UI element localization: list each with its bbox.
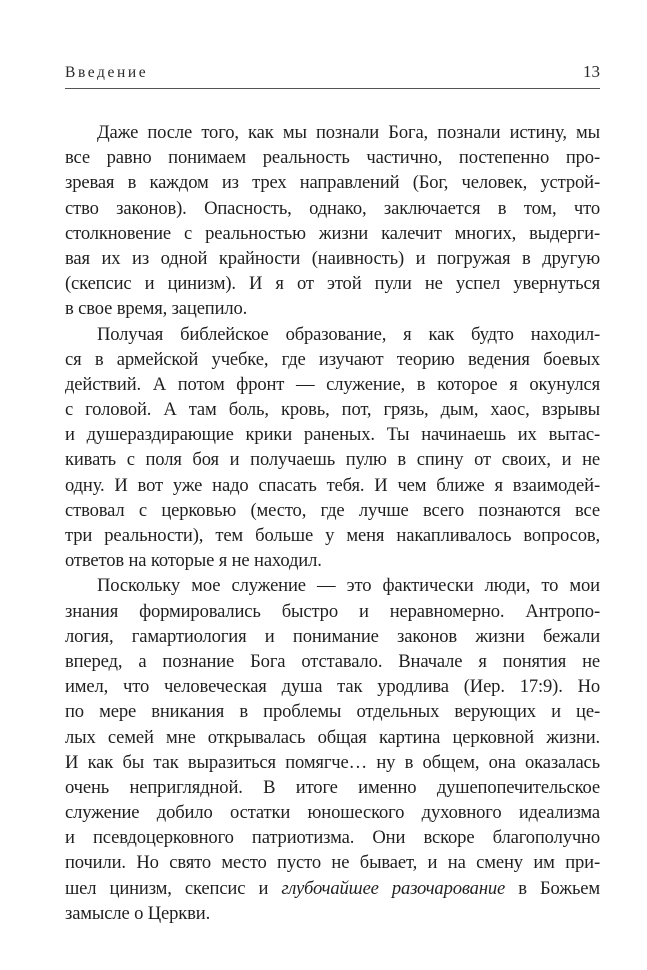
text-line: зревая в каждом из трех направлений (Бог, человек, устрой- [65,172,600,194]
text-line: И как бы так выразиться помягче… ну в общем, она оказалась [65,751,600,773]
text-run: шел цинизм, скепсис и [65,877,269,899]
emphasis-text: глубочайшее разочарование [281,877,506,899]
text-line: все равно понимаем реальность частично, постепенно про- [65,147,600,169]
paragraph-2 [65,322,600,574]
text-line: ствовал с церковью (место, где лучше всего познаются все [65,499,600,521]
text-line: по мере вникания в проблемы отдельных верующих и це- [65,701,600,723]
header-divider [65,88,600,89]
text-run: в Божьем [518,877,600,899]
text-line: Получая библейское образование, я как будто находил- [97,323,600,345]
text-line: кивать с поля боя и получаешь пулю в спину от своих, и не [65,449,600,471]
text-line: столкновение с реальностью жизни калечит многих, выдерги- [65,222,600,244]
text-line: с головой. А там боль, кровь, пот, грязь, дым, хаос, взрывы [65,399,600,421]
body-text [65,120,600,926]
text-line: вая их из одной крайности (наивность) и погружая в другую [65,247,600,269]
text-line: и душераздирающие крики раненых. Ты начинаешь их вытас- [65,424,600,446]
text-line: имел, что человеческая душа так уродлива (Иер. 17:9). Но [65,676,600,698]
running-header [65,62,600,86]
text-line: служение добило остатки юношеского духовного идеализма [65,802,600,824]
text-line: знания формировались быстро и неравномерно. Антропо- [65,600,600,622]
text-line: вперед, а познание Бога отставало. Вначале я понятия не [65,650,600,672]
page-number: 13 [583,62,600,81]
text-line: очень неприглядной. В итоге именно душепопечительское [65,776,600,798]
text-line: одну. И вот уже надо спасать тебя. И чем ближе я взаимодей- [65,474,600,496]
text-line: три реальности), тем больше у меня накапливалось вопросов, [65,525,600,546]
section-title: Введение [65,64,149,81]
text-line: логия, гамартиология и понимание законов жизни бежали [65,625,600,647]
text-line: ся в армейской учебке, где изучают теорию ведения боевых [65,348,600,370]
text-line: Поскольку мое служение — это фактически люди, то мои [97,575,600,597]
text-line-with-emphasis [65,876,600,901]
text-line: ство законов). Опасность, однако, заключается в том, что [65,197,600,219]
text-line: (скепсис и цинизм). И я от этой пули не успел увернуться [65,273,600,295]
text-line: Даже после того, как мы познали Бога, познали истину, мы [97,122,600,143]
text-line: ответов на которые я не находил. [65,550,322,572]
text-line: в свое время, зацепило. [65,298,248,320]
text-line: замысле о Церкви. [65,902,211,924]
text-line: лых семей мне открывалась общая картина церковной жизни. [65,726,600,748]
text-line: действий. А потом фронт — служение, в которое я окунулся [65,373,600,395]
paragraph-3 [65,573,600,926]
paragraph-1 [65,120,600,322]
text-line: и псевдоцерковного патриотизма. Они вскоре благополучно [65,827,600,849]
text-line: почили. Но свято место пусто не бывает, и на смену им при- [65,852,600,874]
